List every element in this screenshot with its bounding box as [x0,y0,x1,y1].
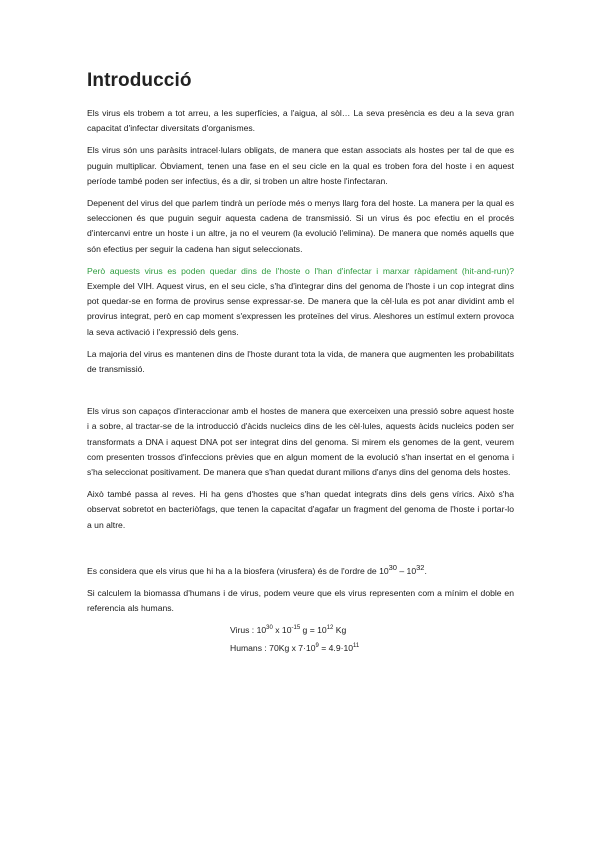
paragraph-4-body: Exemple del VIH. Aquest virus, en el seu cicle, s'ha d'integrar dins del genoma de l'hoste i un cop integrat dins pot quedar-se en forma de provirus sense expressar-se. De manera que la cèl·lula es pot anar dividint amb el provirus integrat, però en cap moment s'expressen les proteïnes del virus. Aleshores un estímul extern provoca la seva activació i l'expressió dels gens. [87,281,514,337]
spacer [87,384,514,404]
document-page [87,70,514,658]
paragraph-4 [87,264,514,340]
highlighted-question: Però aquests virus es poden quedar dins de l'hoste o l'han d'infectar i marxar ràpidament (hit-and-run)? [87,265,514,276]
paragraph-virusfera: Es considera que els virus que hi ha a la biosfera (virusfera) és de l'ordre de $10^{30} - 10^{32}$. [87,563,427,576]
paragraph-5: La majoria del virus es mantenen dins de l'hoste durant tota la vida, de manera que augmenten les probabilitats de transmissió. [87,348,514,375]
equation-humans: Humans : 70Kg x $7\cdot 10^9 = 4.9\cdot 10^{11}$ [230,642,360,653]
paragraph-6: Els virus son capaços d'interaccionar amb el hostes de manera que exerceixen una pressió sobre aquest hoste i a sobre, al tractar-se de la introducció d'àcids nucleics dins de les cèl·lules, aquests àcids nucleics poden ser transformats a DNA i aquest DNA pot ser integrat dins del genoma. Si mirem els genomes de la gent, veurem com presenten trossos d'infeccions prèvies que en algun moment de la evolució s'han insertat en el genoma i s'ha seleccionat positivament. De manera que s'han quedat durant milions d'anys dins del genoma dels hostes. [87,406,514,478]
paragraph-2: Els virus són uns paràsits intracel·lulars obligats, de manera que estan associats als hostes per tal de que es puguin multiplicar. Òbviament, tenen una fase en el seu cicle en la qual es troben fora del hoste i en aquest període també poden ser infectius, és a dir, si troben un altre hoste l'infectaran. [87,145,514,186]
paragraph-biomass: Si calculem la biomassa d'humans i de virus, podem veure que els virus representen com a mínim el doble en referencia als humans. [87,588,514,614]
equation-virus: Virus : $10^{30}$ x $10^{-15}$ $g = 10^{12}$ Kg [230,625,347,636]
paragraph-3: Depenent del virus del que parlem tindrà un període més o menys llarg fora del hoste. La manera per la qual es seleccionen és que puguin seguir aquesta cadena de transmissió. Si un virus és poc efectiu en el procés d'intercanvi entre un hoste i un altre, ja no el veurem (la evolució l'elimina). De manera que només aquells que són efectius per seguir la cadena han sigut seleccionats. [87,198,514,254]
paragraph-7: Això també passa al reves. Hi ha gens d'hostes que s'han quedat integrats dins dels gens vírics. Això s'ha observat sobretot en bacteriòfags, que tenen la capacitat d'agafar un fragment del genoma de l'hoste i portar-lo a un altre. [87,489,514,530]
paragraph-1: Els virus els trobem a tot arreu, a les superfícies, a l'aigua, al sòl… La seva presència es deu a la seva gran capacitat d'infectar diversitats d'organismes. [87,108,514,134]
page-title: Introducció [87,70,192,91]
spacer [87,540,514,556]
